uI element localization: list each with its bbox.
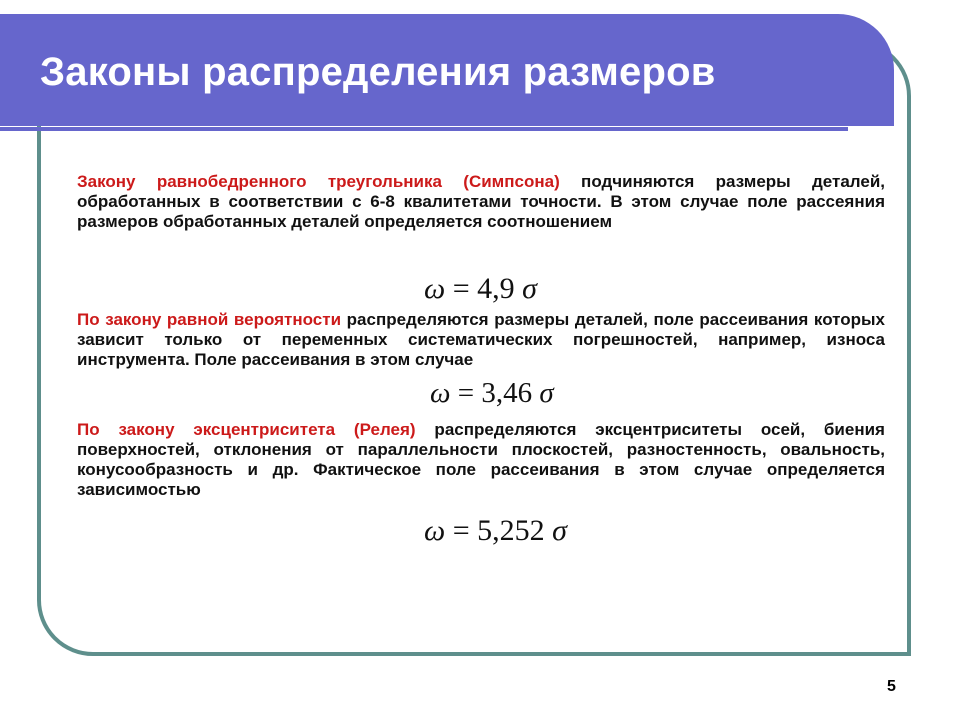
equals-sign: = — [457, 377, 475, 409]
slide-title: Законы распределения размеров — [40, 50, 716, 94]
sigma-symbol: σ — [552, 514, 567, 547]
page-number: 5 — [887, 678, 896, 695]
omega-symbol: ω — [424, 514, 446, 547]
formula-value: 3,46 — [481, 377, 533, 409]
omega-symbol: ω — [424, 272, 446, 305]
paragraph-text: подчиняются размеры деталей, обработанных в соответствии с 6-8 квалитетами точности. В этом случае поле рассеяния размеров обработанных деталей определяется соотношением — [77, 172, 885, 231]
paragraph-simpson — [77, 172, 885, 232]
formula-value: 4,9 — [477, 272, 515, 305]
paragraph-rayleigh — [77, 420, 885, 500]
formula-uniform — [430, 377, 554, 410]
paragraph-uniform — [77, 310, 885, 370]
law-name-simpson: Закону равнобедренного треугольника (Симпсона) — [77, 172, 560, 191]
formula-simpson — [424, 272, 537, 306]
equals-sign: = — [452, 514, 470, 547]
omega-symbol: ω — [430, 377, 451, 409]
formula-rayleigh — [424, 514, 567, 548]
paragraph-text: распределяются размеры деталей, поле рассеивания которых зависит только от переменных систематических погрешностей, например, износа инструмента. Поле рассеивания в этом случае — [77, 310, 885, 369]
sigma-symbol: σ — [539, 377, 554, 409]
sigma-symbol: σ — [522, 272, 537, 305]
formula-value: 5,252 — [477, 514, 545, 547]
law-name-rayleigh: По закону эксцентриситета (Релея) — [77, 420, 416, 439]
law-name-uniform: По закону равной вероятности — [77, 310, 342, 329]
equals-sign: = — [452, 272, 470, 305]
paragraph-text: распределяются эксцентриситеты осей, биения поверхностей, отклонения от параллельности плоскостей, разностенность, овальность, конусообразность и др. Фактическое поле рассеивания в этом случае определяется зависимостью — [77, 420, 885, 499]
title-divider — [0, 127, 848, 131]
